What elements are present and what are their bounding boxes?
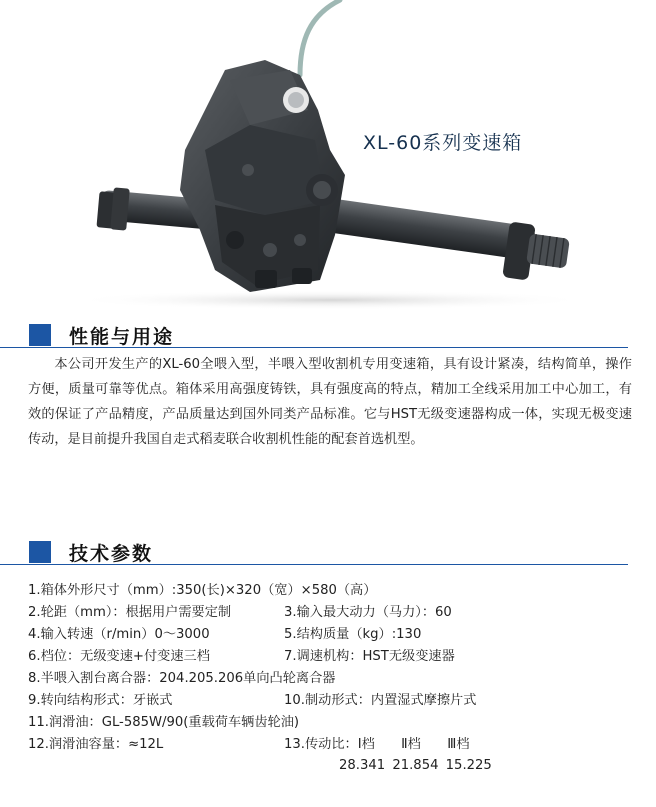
spec-item: 4.输入转速（r/min）0～3000 xyxy=(28,627,210,642)
product-title: XL-60系列变速箱 xyxy=(363,132,523,154)
section-square-icon xyxy=(29,324,51,346)
section-heading-performance xyxy=(29,322,174,348)
spec-row xyxy=(28,580,628,602)
spec-item: 7.调速机构：HST无级变速器 xyxy=(284,649,455,664)
spec-item: 11.润滑油：GL-585W/90(重载荷车辆齿轮油) xyxy=(28,715,300,730)
intro-paragraph: 本公司开发生产的XL-60全喂入型，半喂入型收割机专用变速箱，具有设计紧凑，结构简单，操作方便，质量可靠等优点。箱体采用高强度铸铁，具有强度高的特点，精加工全线采用加工中心加工，有效的保证了产品精度，产品质量达到国外同类产品标准。它与HST无级变速器构成一体，实现无极变速传动，是目前提升我国自走式稻麦联合收割机性能的配套首选机型。 xyxy=(28,357,632,447)
gear-ratio-values: 28.341 21.854 15.225 xyxy=(339,758,492,773)
spec-item: 6.档位：无级变速+付变速三档 xyxy=(28,649,210,664)
spec-row xyxy=(28,646,628,668)
spec-item: 3.输入最大动力（马力）：60 xyxy=(284,605,452,620)
section-heading-text: 技术参数 xyxy=(69,542,154,565)
spec-item: 9.转向结构形式：牙嵌式 xyxy=(28,693,173,708)
section-divider xyxy=(0,347,628,348)
spec-item: 10.制动形式：内置湿式摩擦片式 xyxy=(284,693,477,708)
spec-row xyxy=(28,624,628,646)
spec-row xyxy=(28,668,628,690)
spec-item: 12.润滑油容量：≈12L xyxy=(28,737,164,752)
spec-row xyxy=(28,690,628,712)
spec-item: 13.传动比：Ⅰ档 Ⅱ档 Ⅲ档 xyxy=(284,737,470,752)
spec-list xyxy=(28,580,628,756)
spec-row xyxy=(28,602,628,624)
spec-item: 5.结构质量（kg）:130 xyxy=(284,627,422,642)
spec-row xyxy=(28,734,628,756)
section-heading-text: 性能与用途 xyxy=(69,325,175,348)
spec-item: 1.箱体外形尺寸（mm）:350(长)×320（宽）×580（高） xyxy=(28,583,377,598)
spec-item: 8.半喂入割台离合器：204.205.206单向凸轮离合器 xyxy=(28,671,336,686)
section-square-icon xyxy=(29,541,51,563)
spec-item: 2.轮距（mm）：根据用户需要定制 xyxy=(28,605,232,620)
section-heading-specs xyxy=(29,539,153,565)
gearbox-photo xyxy=(0,0,656,310)
section-divider xyxy=(0,564,628,565)
spec-row xyxy=(28,712,628,734)
